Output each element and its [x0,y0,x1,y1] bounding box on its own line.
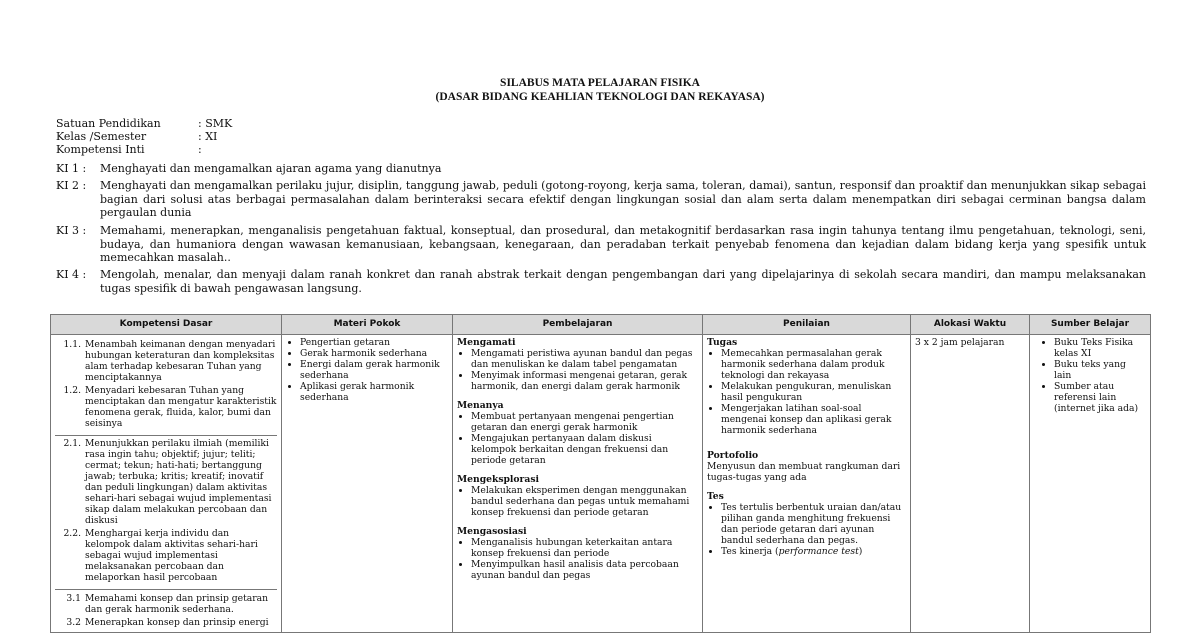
ki-code: KI 4 : [56,268,87,281]
header-kompetensi-dasar: Kompetensi Dasar [51,315,282,335]
ki-text: Menghayati dan mengamalkan ajaran agama yang dianutnya [100,162,442,175]
mengeksplorasi-heading: Mengeksplorasi [457,474,540,485]
list-item: • Sumber atau referensi lain (internet jika ada) [1054,381,1146,414]
meta-block [56,117,232,156]
header-pembelajaran: Pembelajaran [453,315,703,335]
mengamati-list [457,348,698,392]
mengeksplorasi-list [457,485,698,518]
mengasosiasi-heading: Mengasosiasi [457,526,527,537]
header-sumber-belajar: Sumber Belajar [1030,315,1151,335]
alokasi-waktu-cell: 3 x 2 jam pelajaran [911,335,1030,633]
portofolio-text: Menyusun dan membuat rangkuman dari tugas-tugas yang ada [707,461,901,483]
mengamati-heading: Mengamati [457,337,516,348]
tes-heading: Tes [707,491,724,502]
list-item: • Membuat pertanyaan mengenai pengertian getaran dan energi gerak harmonik [471,411,698,433]
header-penilaian: Penilaian [703,315,911,335]
tes-list [707,502,906,557]
list-item: • Mengerjakan latihan soal-soal mengenai konsep dan aplikasi gerak harmonik sederhana [721,403,906,436]
list-item: • Energi dalam gerak harmonik sederhana [300,359,448,381]
kompetensi-dasar-cell [51,335,282,633]
kd-item: 3.2 Menerapkan konsep dan prinsip energi [66,617,269,628]
ki-4 [56,268,1146,295]
ki-text: Menghayati dan mengamalkan perilaku jujur, disiplin, tanggung jawab, peduli (gotong-royong, kerja sama, toleran, damai), santun, responsif dan proaktif dan menunjukkan sikap sebagai bagian dari solusi atas berbagai permasalahan dalam berinteraksi secara efektif dengan lingkungan sosial dan alam serta dalam menempatkan diri sebagai cerminan bangsa dalam pergaulan dunia [100,179,1146,219]
portofolio-heading: Portofolio [707,450,759,461]
meta-label: Kompetensi Inti [56,143,145,156]
table-header-row [51,315,1151,335]
list-item: • Gerak harmonik sederhana [300,348,448,359]
sumber-list [1034,337,1146,414]
meta-row-kelas [56,130,232,143]
list-item: • Menyimpulkan hasil analisis data percobaan ayunan bandul dan pegas [471,559,698,581]
table-row [51,335,1151,633]
ki-3 [56,224,1146,265]
materi-pokok-cell [282,335,453,633]
kd-item: 3.1 Memahami konsep dan prinsip getaran dan gerak harmonik sederhana. [66,593,269,615]
list-item: • Mengajukan pertanyaan dalam diskusi kelompok berkaitan dengan frekuensi dan periode getaran [471,433,698,466]
list-item: • Melakukan eksperimen dengan menggunakan bandul sederhana dan pegas untuk memahami konsep frekuensi dan periode getaran [471,485,698,518]
menanya-heading: Menanya [457,400,504,411]
kd-item: 2.1. Menunjukkan perilaku ilmiah (memiliki rasa ingin tahu; objektif; jujur; teliti; cermat; tekun; hati-hati; bertanggung jawab; terbuka; kritis; kreatif; inovatif dan peduli lingkungan) dalam aktivitas sehari-hari sebagai wujud implementasi sikap dalam melakukan percobaan dan diskusi [63,438,272,526]
meta-row-kompetensi [56,143,232,156]
header-alokasi-waktu: Alokasi Waktu [911,315,1030,335]
kd-section-2 [55,436,277,590]
syllabus-table [50,314,1151,633]
document-title [0,76,1200,104]
list-item: • Buku teks yang lain [1054,359,1146,381]
list-item: • Menyimak informasi mengenai getaran, gerak harmonik, dan energi dalam gerak harmonik [471,370,698,392]
tugas-list [707,348,906,436]
pembelajaran-cell [453,335,703,633]
menanya-list [457,411,698,466]
mengasosiasi-list [457,537,698,581]
penilaian-cell [703,335,911,633]
list-item: • Buku Teks Fisika kelas XI [1054,337,1146,359]
ki-code: KI 2 : [56,179,87,192]
kd-item: 1.2. Menyadari kebesaran Tuhan yang menciptakan dan mengatur karakteristik fenomena gerak, fluida, kalor, bumi dan seisinya [63,385,277,429]
kd-section-1 [55,337,277,436]
tugas-heading: Tugas [707,337,738,348]
header-materi-pokok: Materi Pokok [282,315,453,335]
ki-text: Memahami, menerapkan, menganalisis pengetahuan faktual, konseptual, dan prosedural, dan metakognitif berdasarkan rasa ingin tahunya tentang ilmu pengetahuan, teknologi, seni, budaya, dan humaniora dengan wawasan kemanusiaan, kebangsaan, kenegaraan, dan peradaban terkait penyebab fenomena dan kejadian dalam bidang kerja yang spesifik untuk memecahkan masalah.. [100,224,1146,264]
meta-value: : [198,143,202,156]
materi-list [286,337,448,403]
list-item: • Pengertian getaran [300,337,448,348]
ki-text: Mengolah, menalar, dan menyaji dalam ranah konkret dan ranah abstrak terkait dengan pengembangan dari yang dipelajarinya di sekolah secara mandiri, dan mampu melaksanakan tugas spesifik di bawah pengawasan langsung. [100,268,1146,295]
ki-2 [56,179,1146,220]
list-item: • Tes kinerja (performance test) [721,546,906,557]
list-item: • Aplikasi gerak harmonik sederhana [300,381,448,403]
list-item: • Menganalisis hubungan keterkaitan antara konsep frekuensi dan periode [471,537,698,559]
kd-section-3 [55,590,277,628]
meta-row-satuan [56,117,232,130]
title-line-1: SILABUS MATA PELAJARAN FISIKA [500,77,700,89]
meta-label: Kelas /Semester [56,130,147,143]
list-item: • Mengamati peristiwa ayunan bandul dan pegas dan menuliskan ke dalam tabel pengamatan [471,348,698,370]
ki-code: KI 3 : [56,224,87,237]
list-item: • Memecahkan permasalahan gerak harmonik sederhana dalam produk teknologi dan rekayasa [721,348,906,381]
sumber-belajar-cell [1030,335,1151,633]
meta-value: : SMK [198,117,233,130]
ki-1 [56,162,1146,176]
meta-value: : XI [198,130,218,143]
list-item: • Tes tertulis berbentuk uraian dan/atau pilihan ganda menghitung frekuensi dan periode getaran dari ayunan bandul sederhana dan pegas. [721,502,906,546]
meta-label: Satuan Pendidikan [56,117,161,130]
ki-code: KI 1 : [56,162,87,175]
list-item: • Melakukan pengukuran, menuliskan hasil pengukuran [721,381,906,403]
kd-item: 2.2. Menghargai kerja individu dan kelompok dalam aktivitas sehari-hari sebagai wujud implementasi melaksanakan percobaan dan melaporkan hasil percobaan [63,528,258,583]
title-line-2: (DASAR BIDANG KEAHLIAN TEKNOLOGI DAN REKAYASA) [435,91,765,103]
kd-item: 1.1. Menambah keimanan dengan menyadari hubungan keteraturan dan kompleksitas alam terhadap kebesaran Tuhan yang menciptakannya [63,339,276,383]
